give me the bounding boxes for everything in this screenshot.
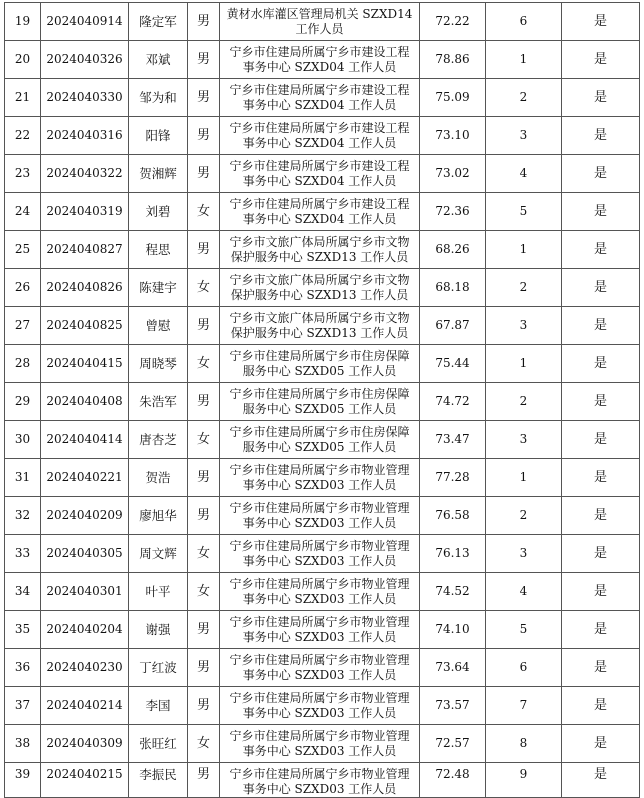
cell-pass: 是: [562, 497, 640, 535]
cell-pass: 是: [562, 3, 640, 41]
cell-position: 宁乡市住建局所属宁乡市建设工程事务中心 SZXD04 工作人员: [220, 193, 420, 231]
cell-exam-id: 2024040214: [41, 687, 129, 725]
cell-seq: 33: [5, 535, 41, 573]
cell-exam-id: 2024040221: [41, 459, 129, 497]
table-row: [5, 725, 640, 763]
cell-name: 曾慰: [129, 307, 188, 345]
cell-seq: 19: [5, 3, 41, 41]
cell-exam-id: 2024040316: [41, 117, 129, 155]
table-row: [5, 155, 640, 193]
cell-seq: 25: [5, 231, 41, 269]
cell-position: 宁乡市住建局所属宁乡市物业管理事务中心 SZXD03 工作人员: [220, 687, 420, 725]
cell-pass: 是: [562, 155, 640, 193]
cell-name: 陈建宇: [129, 269, 188, 307]
cell-exam-id: 2024040305: [41, 535, 129, 573]
cell-seq: 29: [5, 383, 41, 421]
cell-gender: 女: [188, 421, 220, 459]
cell-score: 76.58: [420, 497, 486, 535]
cell-name: 李振民: [129, 763, 188, 798]
cell-name: 张旺红: [129, 725, 188, 763]
cell-name: 周晓琴: [129, 345, 188, 383]
cell-score: 73.64: [420, 649, 486, 687]
table-row: [5, 117, 640, 155]
cell-pass: 是: [562, 193, 640, 231]
table-row: [5, 535, 640, 573]
cell-gender: 男: [188, 79, 220, 117]
cell-rank: 3: [486, 307, 562, 345]
cell-pass: 是: [562, 725, 640, 763]
table-row: [5, 41, 640, 79]
cell-gender: 男: [188, 383, 220, 421]
cell-pass: 是: [562, 269, 640, 307]
cell-position: 宁乡市住建局所属宁乡市物业管理事务中心 SZXD03 工作人员: [220, 725, 420, 763]
cell-rank: 5: [486, 193, 562, 231]
table-body: [5, 3, 640, 798]
cell-gender: 女: [188, 269, 220, 307]
cell-exam-id: 2024040414: [41, 421, 129, 459]
cell-exam-id: 2024040309: [41, 725, 129, 763]
cell-pass: 是: [562, 41, 640, 79]
cell-score: 72.57: [420, 725, 486, 763]
table-row: [5, 687, 640, 725]
cell-rank: 1: [486, 345, 562, 383]
cell-exam-id: 2024040209: [41, 497, 129, 535]
cell-gender: 女: [188, 193, 220, 231]
cell-score: 73.47: [420, 421, 486, 459]
cell-score: 74.52: [420, 573, 486, 611]
cell-rank: 3: [486, 535, 562, 573]
cell-seq: 34: [5, 573, 41, 611]
table-row: [5, 573, 640, 611]
cell-gender: 男: [188, 497, 220, 535]
table-row: [5, 345, 640, 383]
cell-rank: 6: [486, 3, 562, 41]
cell-seq: 39: [5, 763, 41, 798]
cell-pass: 是: [562, 79, 640, 117]
cell-exam-id: 2024040825: [41, 307, 129, 345]
cell-exam-id: 2024040330: [41, 79, 129, 117]
cell-gender: 女: [188, 725, 220, 763]
table-row: [5, 307, 640, 345]
table-row: [5, 497, 640, 535]
cell-position: 宁乡市文旅广体局所属宁乡市文物保护服务中心 SZXD13 工作人员: [220, 307, 420, 345]
cell-name: 丁红波: [129, 649, 188, 687]
results-table: [4, 2, 640, 798]
cell-seq: 26: [5, 269, 41, 307]
cell-position: 宁乡市住建局所属宁乡市住房保障服务中心 SZXD05 工作人员: [220, 383, 420, 421]
cell-seq: 36: [5, 649, 41, 687]
cell-rank: 2: [486, 497, 562, 535]
cell-pass: 是: [562, 763, 640, 798]
cell-gender: 男: [188, 117, 220, 155]
cell-pass: 是: [562, 421, 640, 459]
table-row: [5, 421, 640, 459]
cell-seq: 32: [5, 497, 41, 535]
cell-pass: 是: [562, 345, 640, 383]
cell-score: 68.18: [420, 269, 486, 307]
cell-gender: 男: [188, 3, 220, 41]
cell-gender: 男: [188, 649, 220, 687]
cell-seq: 38: [5, 725, 41, 763]
cell-rank: 2: [486, 269, 562, 307]
cell-score: 72.48: [420, 763, 486, 798]
cell-exam-id: 2024040826: [41, 269, 129, 307]
cell-seq: 21: [5, 79, 41, 117]
cell-position: 宁乡市住建局所属宁乡市住房保障服务中心 SZXD05 工作人员: [220, 345, 420, 383]
cell-score: 73.57: [420, 687, 486, 725]
cell-name: 贺浩: [129, 459, 188, 497]
cell-rank: 1: [486, 41, 562, 79]
cell-rank: 4: [486, 573, 562, 611]
cell-exam-id: 2024040326: [41, 41, 129, 79]
cell-name: 廖旭华: [129, 497, 188, 535]
cell-gender: 女: [188, 573, 220, 611]
cell-exam-id: 2024040215: [41, 763, 129, 798]
cell-rank: 5: [486, 611, 562, 649]
cell-pass: 是: [562, 535, 640, 573]
cell-score: 74.10: [420, 611, 486, 649]
cell-name: 贺湘辉: [129, 155, 188, 193]
cell-exam-id: 2024040319: [41, 193, 129, 231]
cell-seq: 30: [5, 421, 41, 459]
cell-score: 76.13: [420, 535, 486, 573]
table-row: [5, 231, 640, 269]
cell-rank: 4: [486, 155, 562, 193]
cell-gender: 男: [188, 459, 220, 497]
cell-name: 邹为和: [129, 79, 188, 117]
cell-score: 73.02: [420, 155, 486, 193]
cell-seq: 24: [5, 193, 41, 231]
cell-name: 叶平: [129, 573, 188, 611]
cell-seq: 28: [5, 345, 41, 383]
cell-gender: 男: [188, 307, 220, 345]
cell-gender: 男: [188, 41, 220, 79]
cell-pass: 是: [562, 687, 640, 725]
cell-gender: 男: [188, 231, 220, 269]
cell-gender: 男: [188, 611, 220, 649]
cell-exam-id: 2024040204: [41, 611, 129, 649]
cell-position: 宁乡市文旅广体局所属宁乡市文物保护服务中心 SZXD13 工作人员: [220, 269, 420, 307]
cell-name: 谢强: [129, 611, 188, 649]
cell-rank: 8: [486, 725, 562, 763]
cell-position: 宁乡市住建局所属宁乡市建设工程事务中心 SZXD04 工作人员: [220, 155, 420, 193]
cell-position: 宁乡市住建局所属宁乡市物业管理事务中心 SZXD03 工作人员: [220, 649, 420, 687]
cell-exam-id: 2024040408: [41, 383, 129, 421]
cell-position: 宁乡市住建局所属宁乡市物业管理事务中心 SZXD03 工作人员: [220, 611, 420, 649]
cell-score: 78.86: [420, 41, 486, 79]
cell-position: 宁乡市住建局所属宁乡市住房保障服务中心 SZXD05 工作人员: [220, 421, 420, 459]
cell-exam-id: 2024040230: [41, 649, 129, 687]
cell-position: 宁乡市住建局所属宁乡市物业管理事务中心 SZXD03 工作人员: [220, 459, 420, 497]
cell-pass: 是: [562, 573, 640, 611]
cell-score: 77.28: [420, 459, 486, 497]
cell-exam-id: 2024040415: [41, 345, 129, 383]
cell-name: 阳锋: [129, 117, 188, 155]
table-row: [5, 3, 640, 41]
cell-score: 67.87: [420, 307, 486, 345]
table-row: [5, 763, 640, 798]
cell-seq: 31: [5, 459, 41, 497]
cell-pass: 是: [562, 649, 640, 687]
cell-rank: 3: [486, 117, 562, 155]
cell-pass: 是: [562, 459, 640, 497]
cell-name: 刘碧: [129, 193, 188, 231]
cell-gender: 男: [188, 763, 220, 798]
cell-score: 68.26: [420, 231, 486, 269]
cell-gender: 女: [188, 345, 220, 383]
cell-score: 72.22: [420, 3, 486, 41]
cell-gender: 男: [188, 687, 220, 725]
cell-score: 72.36: [420, 193, 486, 231]
cell-position: 宁乡市住建局所属宁乡市物业管理事务中心 SZXD03 工作人员: [220, 573, 420, 611]
cell-position: 宁乡市住建局所属宁乡市建设工程事务中心 SZXD04 工作人员: [220, 117, 420, 155]
cell-pass: 是: [562, 307, 640, 345]
cell-seq: 20: [5, 41, 41, 79]
cell-position: 黄材水库灌区管理局机关 SZXD14 工作人员: [220, 3, 420, 41]
cell-position: 宁乡市住建局所属宁乡市建设工程事务中心 SZXD04 工作人员: [220, 79, 420, 117]
cell-score: 75.44: [420, 345, 486, 383]
table-row: [5, 459, 640, 497]
cell-position: 宁乡市住建局所属宁乡市物业管理事务中心 SZXD03 工作人员: [220, 763, 420, 798]
cell-exam-id: 2024040322: [41, 155, 129, 193]
cell-position: 宁乡市住建局所属宁乡市建设工程事务中心 SZXD04 工作人员: [220, 41, 420, 79]
cell-position: 宁乡市住建局所属宁乡市物业管理事务中心 SZXD03 工作人员: [220, 535, 420, 573]
cell-seq: 35: [5, 611, 41, 649]
cell-pass: 是: [562, 117, 640, 155]
cell-rank: 1: [486, 231, 562, 269]
table-row: [5, 269, 640, 307]
cell-seq: 27: [5, 307, 41, 345]
cell-seq: 37: [5, 687, 41, 725]
cell-seq: 23: [5, 155, 41, 193]
cell-rank: 7: [486, 687, 562, 725]
cell-seq: 22: [5, 117, 41, 155]
cell-pass: 是: [562, 231, 640, 269]
cell-score: 74.72: [420, 383, 486, 421]
cell-exam-id: 2024040914: [41, 3, 129, 41]
cell-rank: 2: [486, 79, 562, 117]
cell-name: 邓斌: [129, 41, 188, 79]
cell-rank: 9: [486, 763, 562, 798]
cell-name: 李国: [129, 687, 188, 725]
cell-exam-id: 2024040301: [41, 573, 129, 611]
cell-pass: 是: [562, 383, 640, 421]
cell-gender: 女: [188, 535, 220, 573]
cell-name: 隆定军: [129, 3, 188, 41]
cell-position: 宁乡市住建局所属宁乡市物业管理事务中心 SZXD03 工作人员: [220, 497, 420, 535]
cell-name: 程思: [129, 231, 188, 269]
cell-pass: 是: [562, 611, 640, 649]
cell-rank: 2: [486, 383, 562, 421]
table-row: [5, 611, 640, 649]
cell-name: 朱浩军: [129, 383, 188, 421]
cell-score: 75.09: [420, 79, 486, 117]
cell-score: 73.10: [420, 117, 486, 155]
cell-name: 周文辉: [129, 535, 188, 573]
cell-rank: 1: [486, 459, 562, 497]
table-row: [5, 79, 640, 117]
cell-position: 宁乡市文旅广体局所属宁乡市文物保护服务中心 SZXD13 工作人员: [220, 231, 420, 269]
cell-name: 唐杏芝: [129, 421, 188, 459]
cell-gender: 男: [188, 155, 220, 193]
table-row: [5, 649, 640, 687]
cell-rank: 6: [486, 649, 562, 687]
cell-exam-id: 2024040827: [41, 231, 129, 269]
cell-rank: 3: [486, 421, 562, 459]
table-row: [5, 383, 640, 421]
table-row: [5, 193, 640, 231]
